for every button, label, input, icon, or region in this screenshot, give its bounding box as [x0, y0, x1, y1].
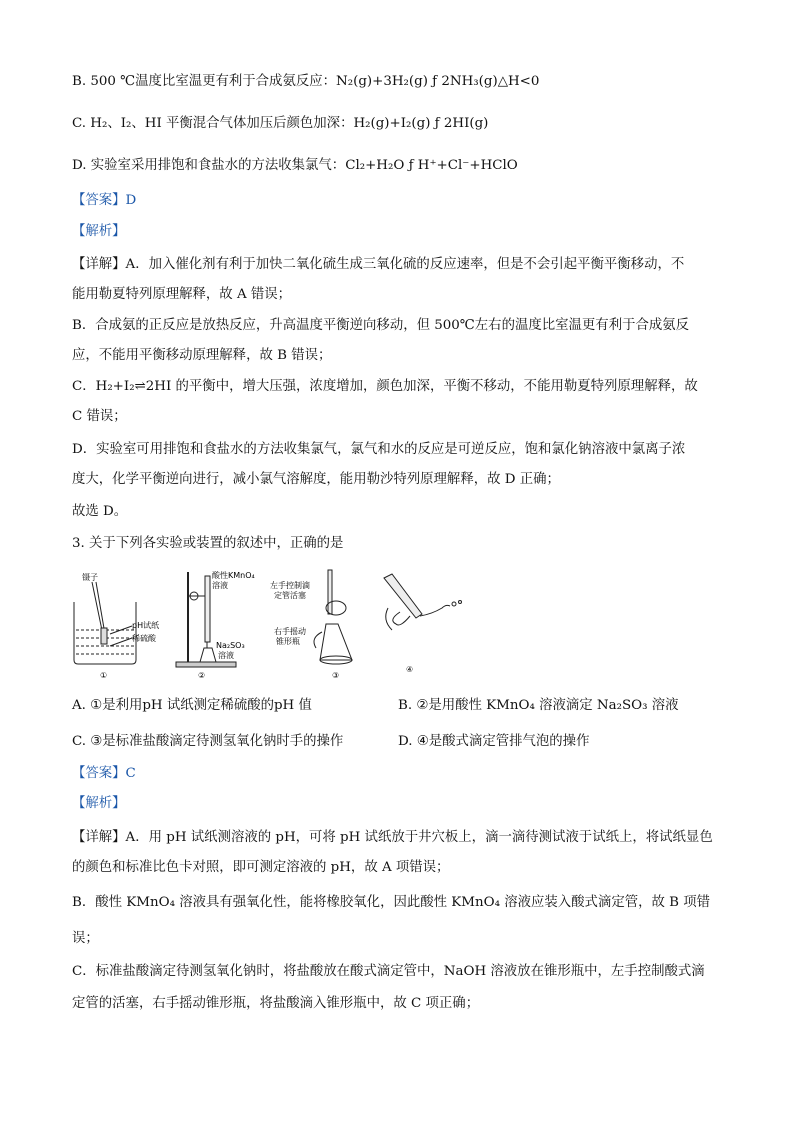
figure-1-beaker [74, 582, 136, 664]
q2-option-b: B. 500 ℃温度比室温更有利于合成氨反应：N₂(g)+3H₂(g) ƒ 2NH₃(g)△H<0 [72, 74, 540, 89]
fig3-label-left-hand-1: 左手控制滴 [270, 581, 310, 590]
fig1-label-dilute-acid: 稀硫酸 [132, 634, 156, 643]
fig2-label-solution-2: 溶液 [218, 651, 234, 660]
q3-detail-c-line2: 定管的活塞，右手摇动锥形瓶，将盐酸滴入锥形瓶中，故 C 项正确； [72, 996, 480, 1011]
fig3-label-left-hand-2: 定管活塞 [274, 591, 306, 600]
fig1-number: ① [100, 671, 108, 680]
fig3-label-right-hand-1: 右手摇动 [274, 627, 306, 636]
q3-analysis-tag: 【解析】 [72, 796, 126, 811]
q3-option-c: C. ③是标准盐酸滴定待测氢氧化钠时手的操作 [72, 734, 344, 749]
q2-detail-b-line1: B．合成氨的正反应是放热反应，升高温度平衡逆向移动，但 500℃左右的温度比室温更有利于合成氨反 [72, 318, 690, 333]
fig3-label-right-hand-2: 锥形瓶 [276, 637, 300, 646]
fig2-label-solution-1: 溶液 [212, 581, 228, 590]
q2-detail-d-line2: 度大，化学平衡逆向进行，减小氯气溶解度，能用勒沙特列原理解释，故 D 正确； [72, 472, 560, 487]
figure-4-burette-bubble [384, 574, 462, 630]
q3-detail-b-line1: B．酸性 KMnO₄ 溶液具有强氧化性，能将橡胶氧化，因此酸性 KMnO₄ 溶液应装入酸式滴定管，故 B 项错 [72, 895, 711, 910]
fig4-number: ④ [406, 665, 414, 674]
q2-answer-tag: 【答案】D [72, 193, 137, 208]
figure-3-hand-titration [314, 570, 352, 664]
q2-detail-a-line2: 能用勒夏特列原理解释，故 A 错误； [72, 287, 292, 302]
q2-detail-d-line1: D．实验室可用排饱和食盐水的方法收集氯气，氯气和水的反应是可逆反应，饱和氯化钠溶液中氯离子浓 [72, 442, 686, 457]
q3-answer-tag: 【答案】C [72, 766, 136, 781]
q2-detail-b-line2: 应，不能用平衡移动原理解释，故 B 错误； [72, 348, 332, 363]
q2-detail-c-line2: C 错误； [72, 409, 127, 424]
fig2-number: ② [198, 671, 206, 680]
q2-option-c: C. H₂、I₂、HI 平衡混合气体加压后颜色加深：H₂(g)+I₂(g) ƒ 2HI(g) [72, 116, 489, 131]
fig1-label-ph-paper: pH试纸 [132, 621, 160, 630]
q3-detail-a-line1: 【详解】A．用 pH 试纸测溶液的 pH，可将 pH 试纸放于井穴板上，滴一滴待测试液于试纸上，将试纸显色 [72, 830, 713, 845]
q3-detail-a-line2: 的颜色和标准比色卡对照，即可测定溶液的 pH，故 A 项错误； [72, 860, 450, 875]
q2-conclusion: 故选 D。 [72, 504, 128, 519]
q3-option-b: B. ②是用酸性 KMnO₄ 溶液滴定 Na₂SO₃ 溶液 [398, 698, 679, 713]
q3-detail-c-line1: C．标准盐酸滴定待测氢氧化钠时，将盐酸放在酸式滴定管中，NaOH 溶液放在锥形瓶中，左手控制酸式滴 [72, 964, 705, 979]
q2-detail-c-line1: C．H₂+I₂⇌2HI 的平衡中，增大压强，浓度增加，颜色加深，平衡不移动，不能用勒夏特列原理解释，故 [72, 379, 698, 394]
fig2-label-na2so3: Na₂SO₃ [216, 641, 245, 650]
q3-detail-b-line2: 误； [72, 931, 99, 946]
q3-option-a: A. ①是利用pH 试纸测定稀硫酸的pH 值 [72, 698, 312, 713]
q3-option-d: D. ④是酸式滴定管排气泡的操作 [398, 734, 590, 749]
q2-option-d: D. 实验室采用排饱和食盐水的方法收集氯气：Cl₂+H₂O ƒ H⁺+Cl⁻+HClO [72, 158, 518, 173]
fig2-label-kmno4: 酸性KMnO₄ [212, 571, 255, 580]
q2-analysis-tag: 【解析】 [72, 224, 126, 239]
q2-detail-a-line1: 【详解】A．加入催化剂有利于加快二氧化硫生成三氧化硫的反应速率，但是不会引起平衡平衡移动，不 [72, 257, 685, 272]
fig3-number: ③ [332, 671, 340, 680]
q3-apparatus-figures [70, 568, 490, 680]
fig1-label-tweezers: 镊子 [82, 573, 98, 582]
q3-stem: 3. 关于下列各实验或装置的叙述中，正确的是 [72, 536, 344, 551]
